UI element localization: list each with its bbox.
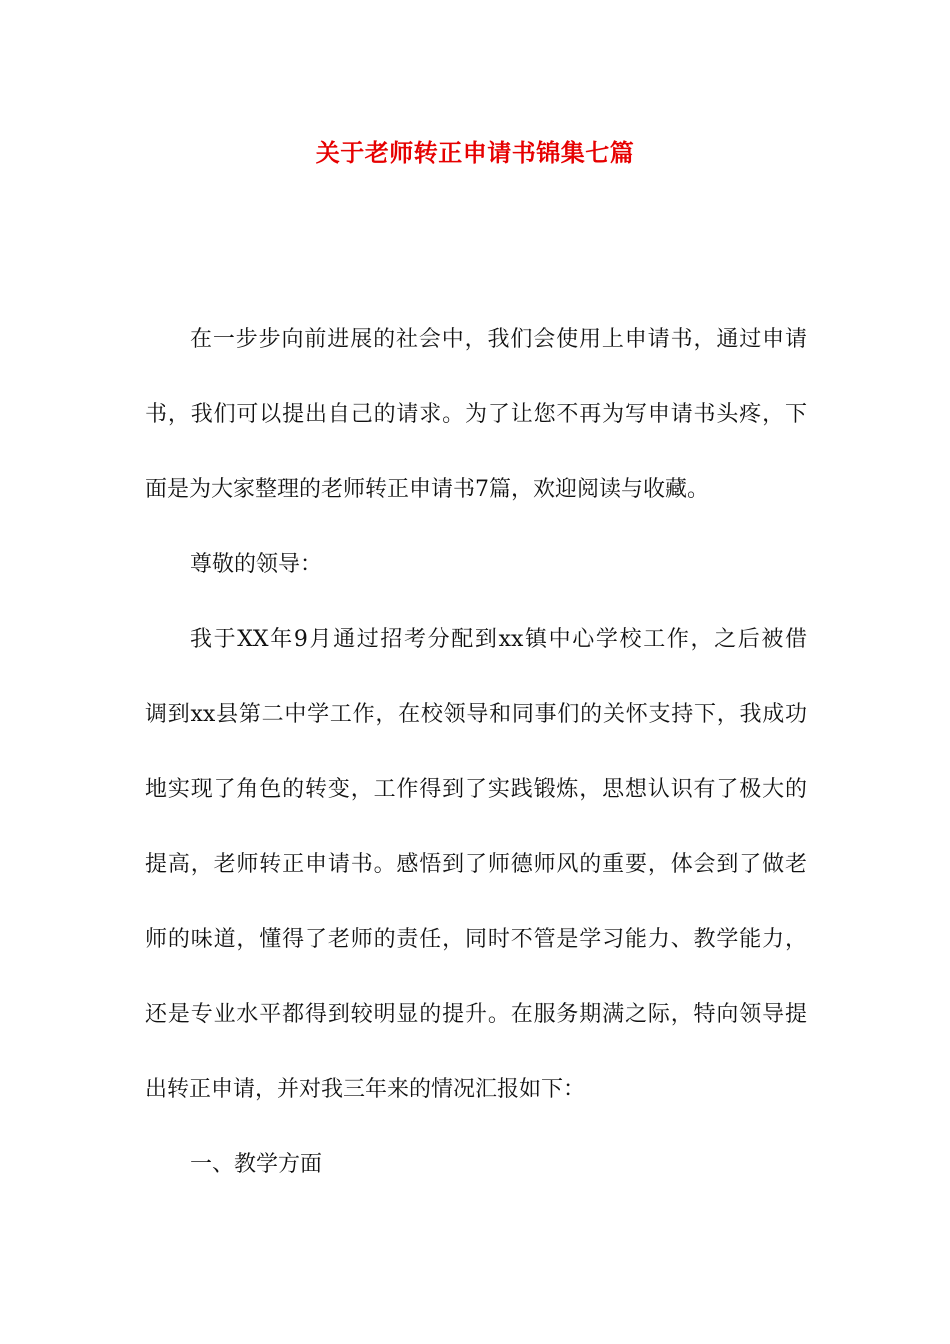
paragraph-line: 提高，老师转正申请书。感悟到了师德师风的重要，体会到了做老 <box>145 852 807 877</box>
section-heading: 一、教学方面 <box>190 1152 323 1177</box>
paragraph-line: 书，我们可以提出自己的请求。为了让您不再为写申请书头疼，下 <box>145 402 807 427</box>
paragraph-line: 出转正申请，并对我三年来的情况汇报如下： <box>145 1077 586 1102</box>
document-title: 关于老师转正申请书锦集七篇 <box>315 138 635 167</box>
paragraph-line: 还是专业水平都得到较明显的提升。在服务期满之际，特向领导提 <box>145 1002 807 1027</box>
paragraph-line: 在一步步向前进展的社会中，我们会使用上申请书，通过申请 <box>190 327 807 352</box>
paragraph-line: 我于XX年9月通过招考分配到xx镇中心学校工作，之后被借 <box>190 627 807 652</box>
paragraph-line: 师的味道，懂得了老师的责任，同时不管是学习能力、教学能力， <box>145 927 807 952</box>
paragraph-line: 面是为大家整理的老师转正申请书7篇，欢迎阅读与收藏。 <box>145 477 709 502</box>
paragraph-line: 地实现了角色的转变，工作得到了实践锻炼，思想认识有了极大的 <box>145 777 807 802</box>
salutation: 尊敬的领导： <box>190 552 323 577</box>
paragraph-line: 调到xx县第二中学工作，在校领导和同事们的关怀支持下，我成功 <box>145 702 807 727</box>
